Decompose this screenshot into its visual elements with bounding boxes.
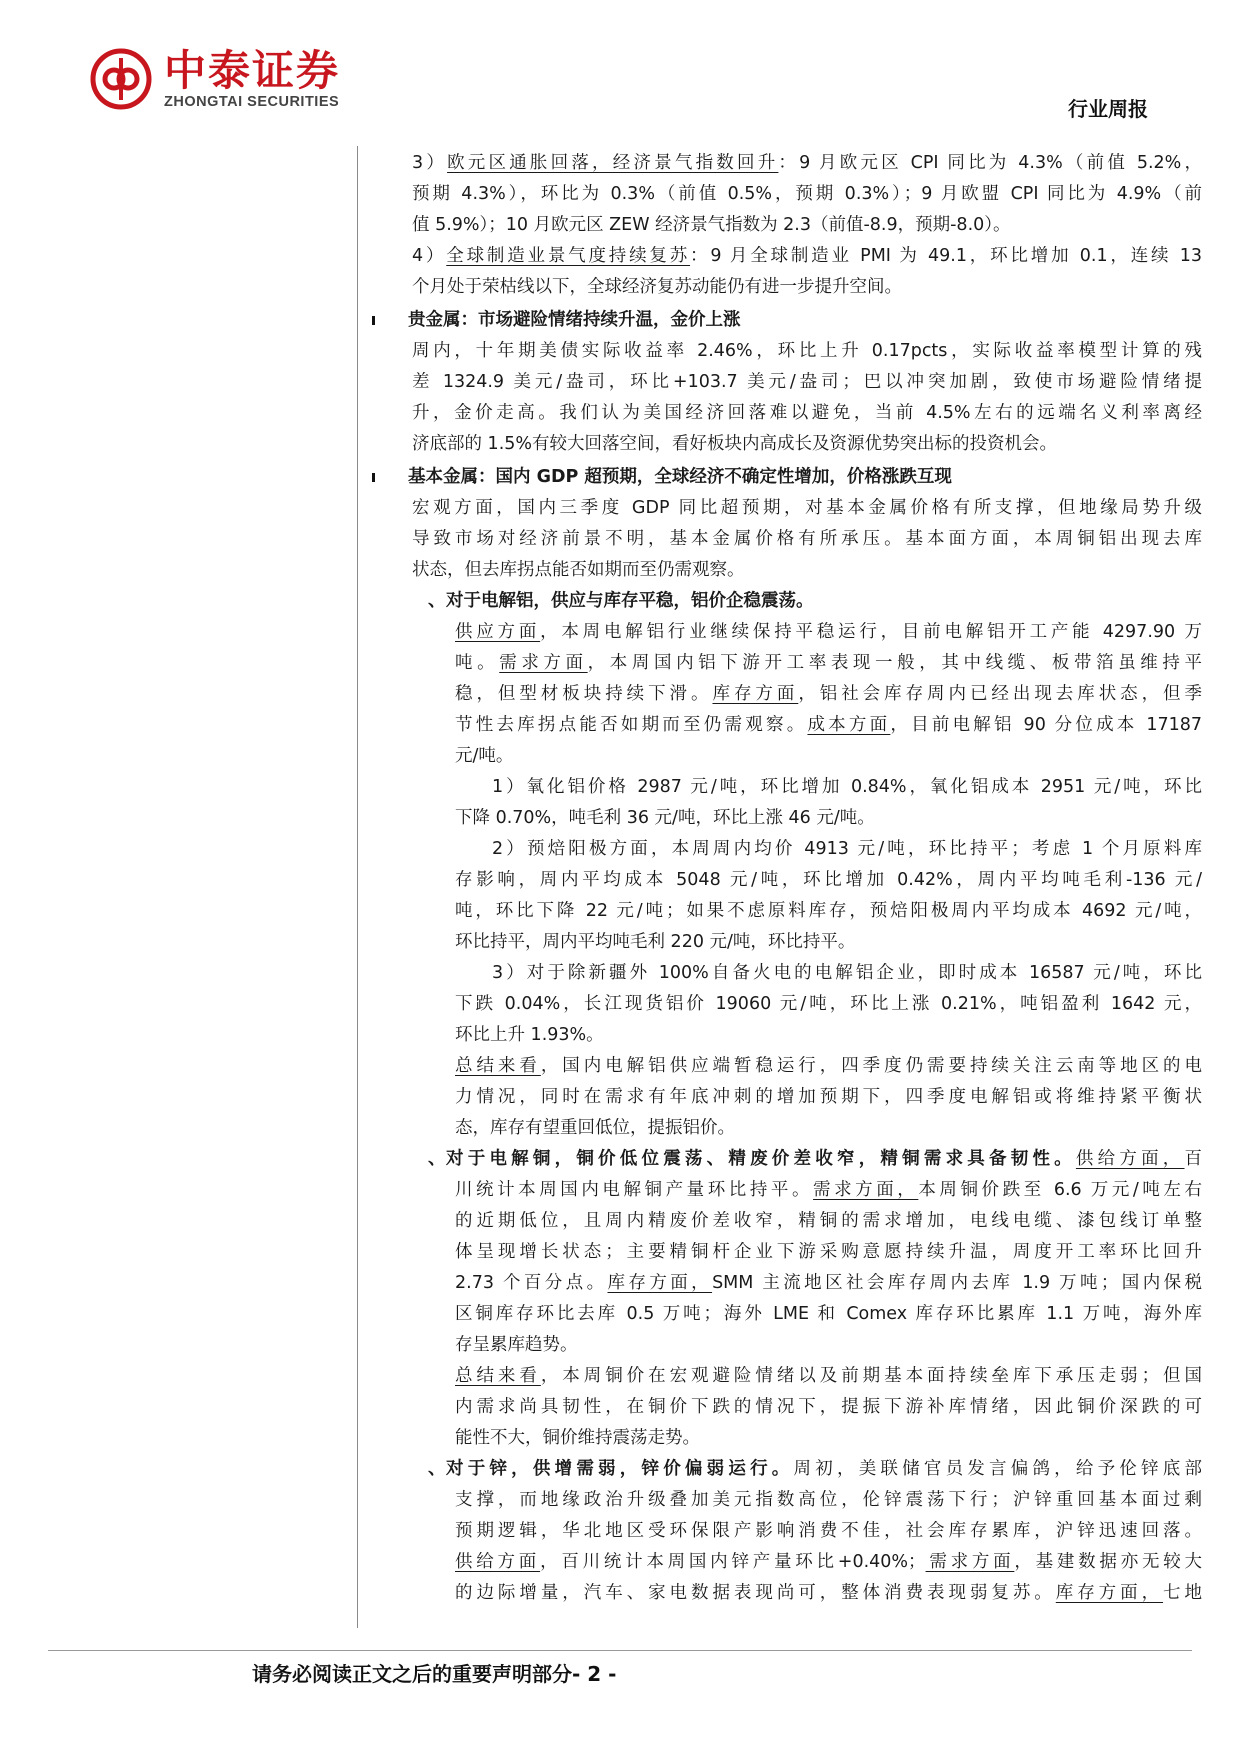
text-line: 元/吨。 (455, 746, 514, 766)
disclaimer-note: 请务必阅读正文之后的重要声明部分 (252, 1662, 572, 1686)
subsection-zinc: 、 对于锌，供增需弱，锌价偏弱运行。周初，美联储官员发言偏鸽，给予伦锌底部 (428, 1459, 1202, 1479)
text-line: 下降 0.70%，吨毛利 36 元/吨，环比上涨 46 元/吨。 (455, 808, 875, 828)
text-line: 预期 4.3%），环比为 0.3%（前值 0.5%，预期 0.3%）；9 月欧盟 CPI 同比为 4.9%（前 (412, 184, 1202, 204)
zhongtai-logo-icon (90, 48, 152, 110)
text-line: 周内，十年期美债实际收益率 2.46%，环比上升 0.17pcts，实际收益率模型计算的残 (412, 341, 1202, 361)
text-line: 的边际增量，汽车、家电数据表现尚可，整体消费表现弱复苏。库存方面，七地 (455, 1583, 1202, 1603)
text-line: 差 1324.9 美元/盎司，环比+103.7 美元/盎司；巴以冲突加剧，致使市场避险情绪提 (412, 372, 1202, 392)
text-line: 供给方面，百川统计本周国内锌产量环比+0.40%；需求方面，基建数据亦无较大 (455, 1552, 1202, 1572)
text-line: 环比上升 1.93%。 (455, 1025, 604, 1045)
text-line: 宏观方面，国内三季度 GDP 同比超预期，对基本金属价格有所支撑，但地缘局势升级 (412, 498, 1202, 518)
text-line: 个月处于荣枯线以下，全球经济复苏动能仍有进一步提升空间。 (412, 277, 902, 297)
text-line: 能性不大，铜价维持震荡走势。 (455, 1428, 700, 1448)
subsection-aluminum: 、 对于电解铝，供应与库存平稳，铝价企稳震荡。 (428, 591, 814, 611)
text-line: 吨。需求方面，本周国内铝下游开工率表现一般，其中线缆、板带箔虽维持平 (455, 653, 1202, 673)
text-line: 总结来看，本周铜价在宏观避险情绪以及前期基本面持续垒库下承压走弱；但国 (455, 1366, 1202, 1386)
text-line: 3）对于除新疆外 100%自备火电的电解铝企业，即时成本 16587 元/吨，环比 (492, 963, 1202, 983)
text-line: 4）全球制造业景气度持续复苏：9 月全球制造业 PMI 为 49.1，环比增加 0.1，连续 13 (412, 246, 1202, 266)
text-line: 节性去库拐点能否如期而至仍需观察。成本方面，目前电解铝 90 分位成本 17187 (455, 715, 1202, 735)
subsection-copper: 、 对于电解铜，铜价低位震荡、精废价差收窄，精铜需求具备韧性。供给方面，百 (428, 1149, 1202, 1169)
text-line: 稳，但型材板块持续下滑。库存方面，铝社会库存周内已经出现去库状态，但季 (455, 684, 1202, 704)
text-line: 力情况，同时在需求有年底冲刺的增加预期下，四季度电解铝或将维持紧平衡状 (455, 1087, 1202, 1107)
bullet-square-icon (372, 473, 375, 482)
footer (252, 1658, 616, 1687)
text-line: 下跌 0.04%，长江现货铝价 19060 元/吨，环比上涨 0.21%，吨铝盈利 1642 元， (455, 994, 1202, 1014)
text-line: 区铜库存环比去库 0.5 万吨；海外 LME 和 Comex 库存环比累库 1.1 万吨，海外库 (455, 1304, 1202, 1324)
text-line: 预期逻辑，华北地区受环保限产影响消费不佳，社会库存累库，沪锌迅速回落。 (455, 1521, 1202, 1541)
text-line: 状态，但去库拐点能否如期而至仍需观察。 (412, 560, 745, 580)
text-line: 支撑，而地缘政治升级叠加美元指数高位，伦锌震荡下行；沪锌重回基本面过剩 (455, 1490, 1202, 1510)
text-line: 存影响，周内平均成本 5048 元/吨，环比增加 0.42%，周内平均吨毛利-136 元/ (455, 870, 1202, 890)
brand-name-en: ZHONGTAI SECURITIES (164, 94, 340, 110)
text-line: 体呈现增长状态；主要精铜杆企业下游采购意愿持续升温，周度开工率环比回升 (455, 1242, 1202, 1262)
text-line: 升，金价走高。我们认为美国经济回落难以避免，当前 4.5%左右的远端名义利率离经 (412, 403, 1202, 423)
text-line: 态，库存有望重回低位，提振铝价。 (455, 1118, 735, 1138)
text-line: 存呈累库趋势。 (455, 1335, 578, 1355)
text-line: 2）预焙阳极方面，本周周内均价 4913 元/吨，环比持平；考虑 1 个月原料库 (492, 839, 1202, 859)
footer-rule (48, 1650, 1192, 1651)
text-line: 环比持平，周内平均吨毛利 220 元/吨，环比持平。 (455, 932, 856, 952)
report-type: 行业周报 (1068, 97, 1148, 121)
text-line: 川统计本周国内电解铜产量环比持平。需求方面，本周铜价跌至 6.6 万元/吨左右 (455, 1180, 1202, 1200)
text-line: 内需求尚具韧性，在铜价下跌的情况下，提振下游补库情绪，因此铜价深跌的可 (455, 1397, 1202, 1417)
text-line: 的近期低位，且周内精废价差收窄，精铜的需求增加，电线电缆、漆包线订单整 (455, 1211, 1202, 1231)
left-rule (357, 146, 358, 1628)
section-heading-precious-metals: 贵金属：市场避险情绪持续升温，金价上涨 (372, 305, 1202, 336)
section-heading-base-metals: 基本金属：国内 GDP 超预期，全球经济不确定性增加，价格涨跌互现 (372, 462, 1202, 493)
text-line: 济底部的 1.5%有较大回落空间，看好板块内高成长及资源优势突出标的投资机会。 (412, 434, 1058, 454)
text-line: 值 5.9%）；10 月欧元区 ZEW 经济景气指数为 2.3（前值-8.9，预期-8.0）。 (412, 215, 1011, 235)
text-line: 总结来看，国内电解铝供应端暂稳运行，四季度仍需要持续关注云南等地区的电 (455, 1056, 1202, 1076)
text-line: 导致市场对经济前景不明，基本金属价格有所承压。基本面方面，本周铜铝出现去库 (412, 529, 1202, 549)
text-line: 1）氧化铝价格 2987 元/吨，环比增加 0.84%，氧化铝成本 2951 元/吨，环比 (492, 777, 1202, 797)
text-line: 3）欧元区通胀回落，经济景气指数回升：9 月欧元区 CPI 同比为 4.3%（前值 5.2%， (412, 153, 1202, 173)
company-logo (90, 48, 340, 110)
text-line: 2.73 个百分点。库存方面，SMM 主流地区社会库存周内去库 1.9 万吨；国内保税 (455, 1273, 1202, 1293)
text-line: 吨，环比下降 22 元/吨；如果不虑原料库存，预焙阳极周内平均成本 4692 元/吨， (455, 901, 1202, 921)
text-line: 供应方面，本周电解铝行业继续保持平稳运行，目前电解铝开工产能 4297.90 万 (455, 622, 1202, 642)
bullet-square-icon (372, 316, 375, 325)
report-body (372, 148, 1202, 1609)
page-number: - 2 - (572, 1662, 617, 1686)
brand-name-cn: 中泰证券 (164, 46, 341, 95)
